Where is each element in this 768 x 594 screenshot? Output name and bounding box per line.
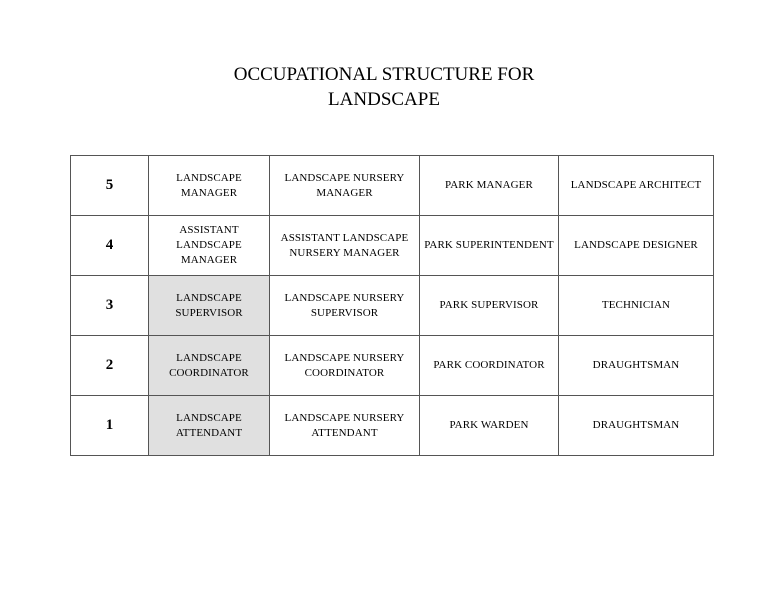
page-title [0,62,768,112]
table-row [71,156,714,216]
page-title-line-1: OCCUPATIONAL STRUCTURE FOR [233,64,535,85]
table-cell: PARK COORDINATOR [420,336,559,396]
table-row [71,396,714,456]
level-cell: 2 [71,336,149,396]
table-cell: PARK SUPERINTENDENT [420,216,559,276]
table-row [71,276,714,336]
table-cell: PARK WARDEN [420,396,559,456]
table-cell: LANDSCAPE NURSERY MANAGER [270,156,420,216]
table-cell: DRAUGHTSMAN [559,396,714,456]
table-cell: ASSISTANT LANDSCAPE MANAGER [149,216,270,276]
table-cell: LANDSCAPE ATTENDANT [149,396,270,456]
table-cell: LANDSCAPE ARCHITECT [559,156,714,216]
table-cell: LANDSCAPE NURSERY COORDINATOR [270,336,420,396]
table-cell: LANDSCAPE MANAGER [149,156,270,216]
level-cell: 3 [71,276,149,336]
level-cell: 1 [71,396,149,456]
table-cell: PARK MANAGER [420,156,559,216]
table-cell: LANDSCAPE NURSERY SUPERVISOR [270,276,420,336]
table-cell: LANDSCAPE DESIGNER [559,216,714,276]
page-title-line-2: LANDSCAPE [328,89,440,110]
table-cell: DRAUGHTSMAN [559,336,714,396]
table-cell: LANDSCAPE NURSERY ATTENDANT [270,396,420,456]
table-row [71,336,714,396]
table-cell: LANDSCAPE SUPERVISOR [149,276,270,336]
table-row [71,216,714,276]
level-cell: 4 [71,216,149,276]
table-cell: PARK SUPERVISOR [420,276,559,336]
table-cell: ASSISTANT LANDSCAPE NURSERY MANAGER [270,216,420,276]
table-cell: LANDSCAPE COORDINATOR [149,336,270,396]
table-cell: TECHNICIAN [559,276,714,336]
occupational-structure-table [70,155,714,456]
level-cell: 5 [71,156,149,216]
